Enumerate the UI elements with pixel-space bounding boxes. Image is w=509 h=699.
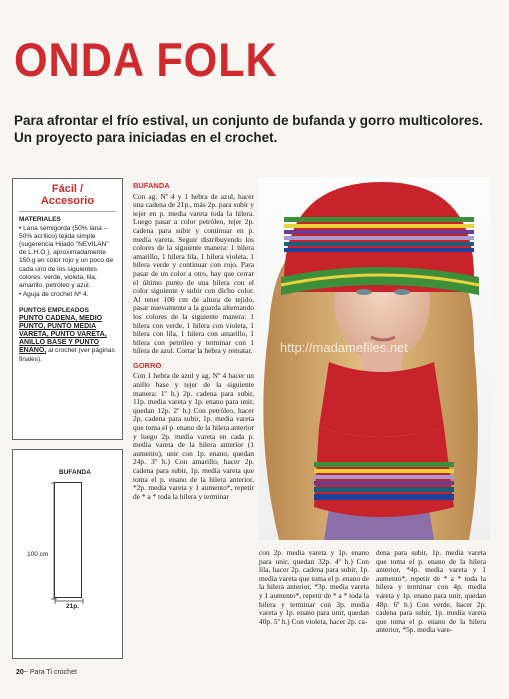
gorro-text: Con 1 hebra de azul y ag. Nº 4 hacer un anillo base y tejer de la siguiente manera: 1º h.) 2p. cadena para subir, 11p. media vareta y 1p. enano para unir, quedan 12p. 2º h.) Con petróleo, hacer 2p. cadena para subir, 1p. media vareta que toma el p. enano de la hilera anterior y luego 2p. media vareta en cada p. media vareta de la hilera anterior (1 aumento), unir con 1p. enano, quedan 24p. 3º h.) Con amarillo, hacer 2p. cadena para subir, 1p. media vareta que toma el p. enano de la hilera anterior, *2p. media vareta y 1 aumento*, repetir de * a * toda la hilera y terminar [133,371,254,501]
divider [19,211,116,212]
page-footer [16,669,77,676]
column-4: dena para subir, 1p. media vareta que toma el p. enano de la hilera anterior, *4p. media vareta y 1 aumento*, repetir de * a * toda la hilera y terminar con 4p. media vareta y 1p. enano para unir, quedan 48p. 6º h.) Con verde, hacer 2p. cadena para subir, 1p. media vareta que toma el p. enano de la hilera anterior, *5p. media vare- [376,548,486,635]
stitches-note: al crochet (ver páginas finales). [19,347,115,363]
watermark: http://madamefiles.net [280,340,408,355]
difficulty-level [19,183,116,207]
model-photo [259,177,490,540]
stitches-text [19,315,116,364]
scarf-outline [54,482,82,598]
schema-width: 21p. [66,603,80,610]
stitches-list: PUNTO CADENA, MEDIO PUNTO, PUNTO MEDIA VARETA, PUNTO VARETA, ANILLO BASE Y PUNTO ENANO, [19,315,107,355]
level-line-1: Fácil / [51,183,84,195]
page-title: ONDA FOLK [14,33,278,86]
bufanda-text: Con ag. Nº 4 y 1 hebra de azul, hacer una cadena de 21p., más 2p. para subir y tejer en p. media vareta toda la hilera. Luego pasar a color petróleo, tejer 2p. cadena para subir y continuar en p. media vareta. Seguir distribuyendo los colores de la siguiente manera: 1 hilera amarillo, 1 hilera lila, 1 hilera violeta, 1 hilera verde y continuar con rojo. Para pasar de un color a otro, hay que cerrar el último punto de una hilera con el color siguiente y subir con dicho color. Al tener 100 cm de altura de tejido, pasar nuevamente a la guarda alternando los colores de la siguiente manera: 1 hilera con verde, 1 hilera con violeta, 1 hilera con lila, 1 hilera con amarillo, 1 hilera con petróleo y terminar con 1 hilera de azul. Cortar la hebra y rematar. [133,191,254,356]
gorro-heading: GORRO [133,360,162,370]
schema-title: BUFANDA [59,469,91,476]
materials-item: • Lana semigorda (50% lana – 50% acrílico) tejida simple (sugerencia Hilado "NEVILAN" de L.H.O.), aproximadamente 150 g en color rojo y un poco de cada uno de los siguientes colores: verde, violeta, lila, amarillo, petróleo y azul. [19,225,114,289]
level-line-2: Accesorio [40,195,95,207]
materials-heading: MATERIALES [19,216,61,223]
magazine-name: ~ Para Ti crochet [23,669,77,676]
model-illustration [259,177,490,540]
materials-item: • Aguja de crochet Nº 4. [19,290,89,298]
schema-height: 100 cm [27,551,49,558]
column-3: con 2p. media vareta y 1p. enano para unir, quedan 32p. 4º h.) Con lila, hacer 2p. cadena para subir, 1p. media vareta que toma el p. enano de la hilera anterior, *3p. media vareta y 1 aumento*, repetir de * a * toda la hilera y terminar con 3p. media vareta y 1p. enano para unir, quedan 40p. 5º h.) Con violeta, hacer 2p. ca- [259,548,370,626]
info-box [12,178,123,440]
lead-paragraph: Para afrontar el frío estival, un conjunto de bufanda y gorro multicolores. Un proyecto para iniciadas en el crochet. [14,113,483,145]
column-bufanda [133,182,254,501]
page-number: 20 [16,669,24,676]
bufanda-heading: BUFANDA [133,181,170,190]
stitches-heading: PUNTOS EMPLEADOS [19,306,89,314]
